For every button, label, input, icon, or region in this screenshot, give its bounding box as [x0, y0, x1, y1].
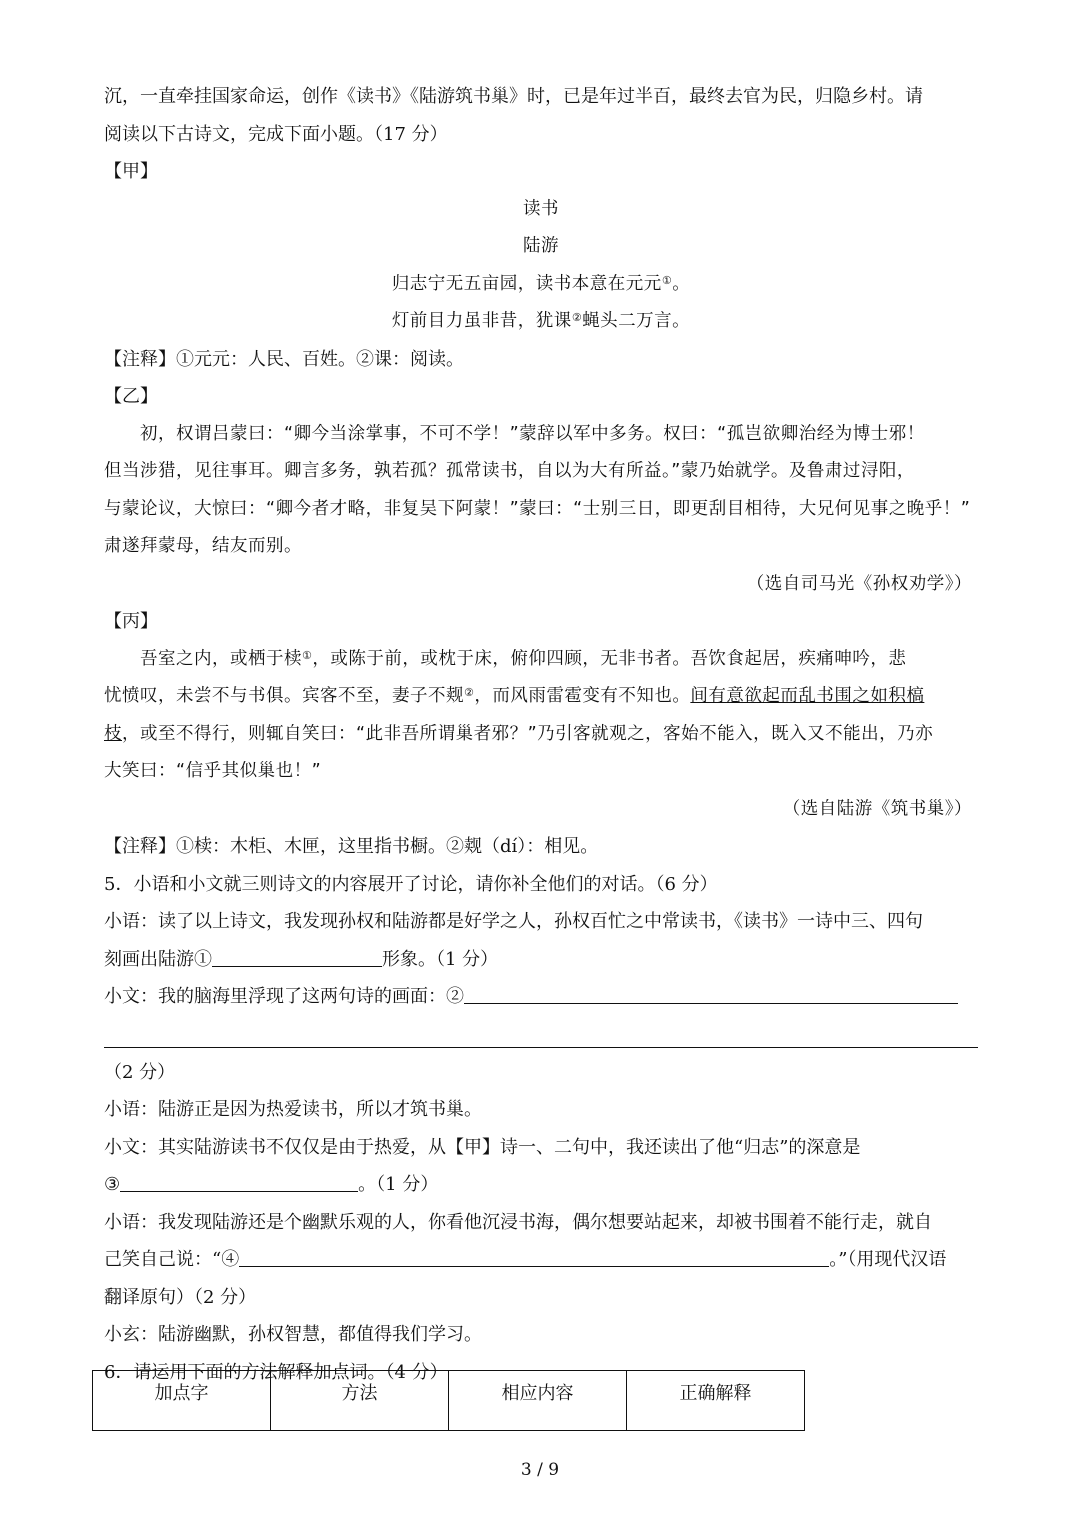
section-label-bing: 【丙】 — [104, 611, 158, 632]
document-page — [104, 78, 978, 1391]
answer-blank-2-continued[interactable] — [104, 1046, 978, 1048]
table-header-row — [93, 1371, 805, 1431]
poem-line: 归志宁无五亩园，读书本意在元元①。 — [391, 273, 691, 294]
prose-line: 初，权谓吕蒙曰：“卿今当涂掌事，不可不学！”蒙辞以军中多务。权曰：“孤岂欲卿治经为博士邪！ — [140, 423, 925, 444]
underlined-sentence: 枝 — [104, 723, 122, 744]
section-label-yi: 【乙】 — [104, 386, 158, 407]
source-citation: （选自司马光《孙权劝学》） — [746, 573, 972, 594]
table-header-cell: 相应内容 — [449, 1371, 627, 1431]
prose-line: 忧愤叹，未尝不与书俱。宾客不至，妻子不觌②，而风雨雷雹变有不知也。间有意欲起而乱书围之如积槁 — [104, 686, 925, 706]
prose-line: 与蒙论议，大惊曰：“卿今者才略，非复吴下阿蒙！”蒙曰：“士别三日，即更刮目相待，大兄何见事之晚乎！” — [104, 498, 971, 519]
answer-blank-1[interactable] — [212, 944, 382, 967]
table-header-cell: 方法 — [271, 1371, 449, 1431]
intro-line: 沉，一直牵挂国家命运，创作《读书》《陆游筑书巢》时，已是年过半百，最终去官为民，归隐乡村。请 — [104, 86, 923, 107]
question-6-stem: 6．请运用下面的方法解释加点词。（4 分） — [104, 1361, 448, 1383]
annotation: 【注释】①元元：人民、百姓。②课：阅读。 — [104, 348, 464, 370]
answer-blank-3[interactable] — [120, 1169, 358, 1192]
dialogue-line: 刻画出陆游① 形象。（1 分） — [104, 941, 978, 979]
source-citation: （选自陆游《筑书巢》） — [782, 798, 972, 819]
dialogue-line: 小语：陆游正是因为热爱读书，所以才筑书巢。 — [104, 1099, 482, 1120]
prose-line: 吾室之内，或栖于椟①，或陈于前，或枕于床，俯仰四顾，无非书者。吾饮食起居，疾痛呻吟，悲 — [140, 648, 907, 669]
table-header-cell: 加点字 — [93, 1371, 271, 1431]
intro-line: 阅读以下古诗文，完成下面小题。（17 分） — [104, 123, 448, 145]
prose-line: 大笑曰：“信乎其似巢也！” — [104, 761, 322, 781]
prose-line: 肃遂拜蒙母，结友而别。 — [104, 536, 302, 556]
question-5-stem: 5．小语和小文就三则诗文的内容展开了讨论，请你补全他们的对话。（6 分） — [104, 873, 718, 895]
page-number: 3 / 9 — [520, 1460, 560, 1480]
dialogue-line: 小玄：陆游幽默，孙权智慧，都值得我们学习。 — [104, 1324, 482, 1345]
underlined-sentence: 间有意欲起而乱书围之如积槁 — [690, 686, 925, 706]
dialogue-line: 小文：我的脑海里浮现了这两句诗的画面：② — [104, 978, 978, 1016]
dialogue-line: 己笑自己说：“④ 。”（用现代汉语 — [104, 1241, 978, 1279]
dialogue-line: 小语：我发现陆游还是个幽默乐观的人，你看他沉浸书海，偶尔想要站起来，却被书围着不能行走，就自 — [104, 1211, 932, 1233]
prose-line: 但当涉猎，见往事耳。卿言多务，孰若孤？孤常读书，自以为大有所益。”蒙乃始就学。及鲁肃过浔阳， — [104, 461, 915, 481]
dialogue-line: 小文：其实陆游读书不仅仅是由于热爱，从【甲】诗一、二句中，我还读出了他“归志”的深意是 — [104, 1136, 861, 1158]
annotation: 【注释】①椟：木柜、木匣，这里指书橱。②觌（dí）：相见。 — [104, 836, 599, 857]
poem-line: 灯前目力虽非昔，犹课②蝇头二万言。 — [391, 311, 691, 331]
section-label-jia: 【甲】 — [104, 161, 158, 182]
answer-table — [92, 1370, 805, 1431]
answer-blank-2[interactable] — [464, 981, 958, 1004]
prose-line: 枝，或至不得行，则辄自笑曰：“此非吾所谓巢者邪？”乃引客就观之，客始不能入，既入又不能出，乃亦 — [104, 723, 934, 744]
answer-blank-4[interactable] — [239, 1244, 829, 1267]
dialogue-line: ③ 。（1 分） — [104, 1166, 978, 1204]
poem-author: 陆游 — [523, 236, 559, 256]
poem-title: 读书 — [523, 198, 559, 219]
table-header-cell: 正确解释 — [627, 1371, 805, 1431]
dialogue-line: 翻译原句）（2 分） — [104, 1286, 257, 1308]
score-note: （2 分） — [104, 1061, 176, 1083]
dialogue-line: 小语：读了以上诗文，我发现孙权和陆游都是好学之人，孙权百忙之中常读书，《读书》一诗中三、四句 — [104, 911, 923, 932]
